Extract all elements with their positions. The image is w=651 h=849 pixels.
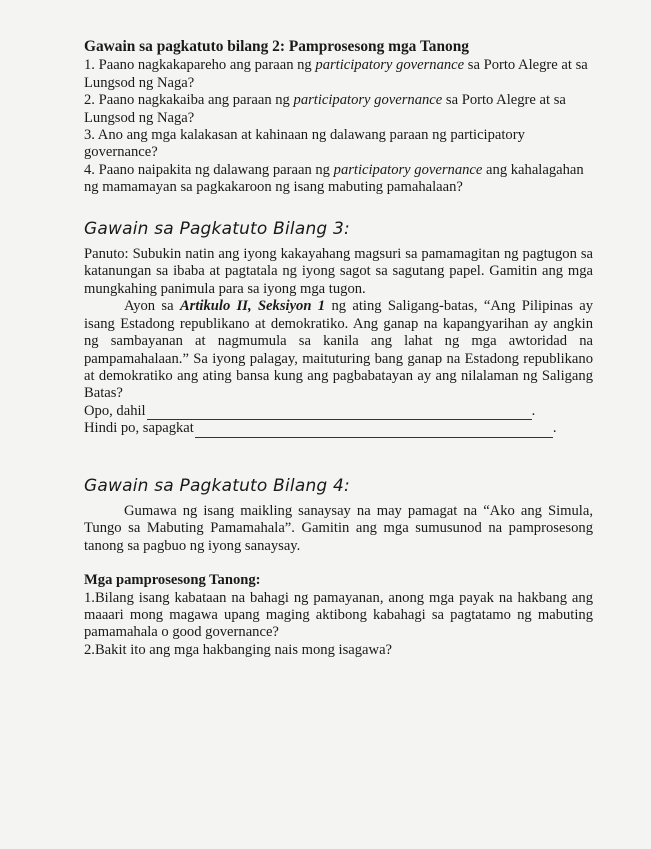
answer-line-no: Hindi po, sapagkat . (84, 420, 557, 437)
section-4-subheading: Mga pamprosesong Tanong: (84, 572, 261, 589)
answer-yes-blank (147, 406, 532, 420)
section-2-question-4: 4. Paano naipakita ng dalawang paraan ng participatory governance ang kahalagahan ng mamamayan sa pagkakaroon ng isang mabuting pamahalaan? (84, 161, 584, 196)
section-2-question-1: 1. Paano nagkakapareho ang paraan ng participatory governance sa Porto Alegre at sa Lungsod ng Naga? (84, 57, 588, 91)
answer-line-yes: Opo, dahil . (84, 402, 536, 419)
section-2-question-2: 2. Paano nagkakaiba ang paraan ng participatory governance sa Porto Alegre at sa Lungsod ng Naga? (84, 92, 566, 126)
section-2-title: Gawain sa pagkatuto bilang 2: Pamprosesong mga Tanong (84, 38, 469, 55)
answer-yes-label: Opo, dahil (84, 402, 146, 419)
section-4-title: Gawain sa Pagkatuto Bilang 4: (84, 475, 350, 496)
section-3-instructions: Panuto: Subukin natin ang iyong kakayahang magsuri sa pamamagitan ng pagtugon sa katanungan sa ibaba at pagtatala ng iyong sagot sa sagutang papel. Gamitin ang mga mungkahing panimula para sa iyong mga tugon. (84, 246, 593, 297)
section-4-question-1: 1.Bilang isang kabataan na bahagi ng pamayanan, anong mga payak na hakbang ang maaari mong magawa upang maging aktibong kabahagi sa pagtatamo ng mabuting pamamahala o good governance? (84, 589, 593, 641)
section-3-paragraph: Ayon sa Artikulo II, Seksiyon 1 ng ating Saligang-batas, “Ang Pilipinas ay isang Estadong republikano at demokratiko. Ang ganap na kapangyarihan ay angkin ng sambayanan at nagmumula sa kanila ang lahat ng mga awtoridad na pampamahalaan.” Sa iyong palagay, maituturing bang ganap na Estadong republikano at demokratiko ang ating bansa kung ang pagbabatayan ay ang nilalaman ng Saligang Batas? (84, 298, 594, 402)
section-2-question-3: 3. Ano ang mga kalakasan at kahinaan ng dalawang paraan ng participatory governance? (84, 127, 525, 161)
section-4-paragraph: Gumawa ng isang maikling sanaysay na may pamagat na “Ako ang Simula, Tungo sa Mabuting Pamamahala”. Gamitin ang mga sumusunod na pamprosesong tanong sa pagbuo ng iyong sanaysay. (84, 502, 593, 554)
answer-no-label: Hindi po, sapagkat (84, 420, 194, 437)
answer-no-blank (195, 424, 553, 438)
section-4-question-2: 2.Bakit ito ang mga hakbanging nais mong isagawa? (84, 641, 393, 658)
section-3-title: Gawain sa Pagkatuto Bilang 3: (84, 218, 350, 239)
